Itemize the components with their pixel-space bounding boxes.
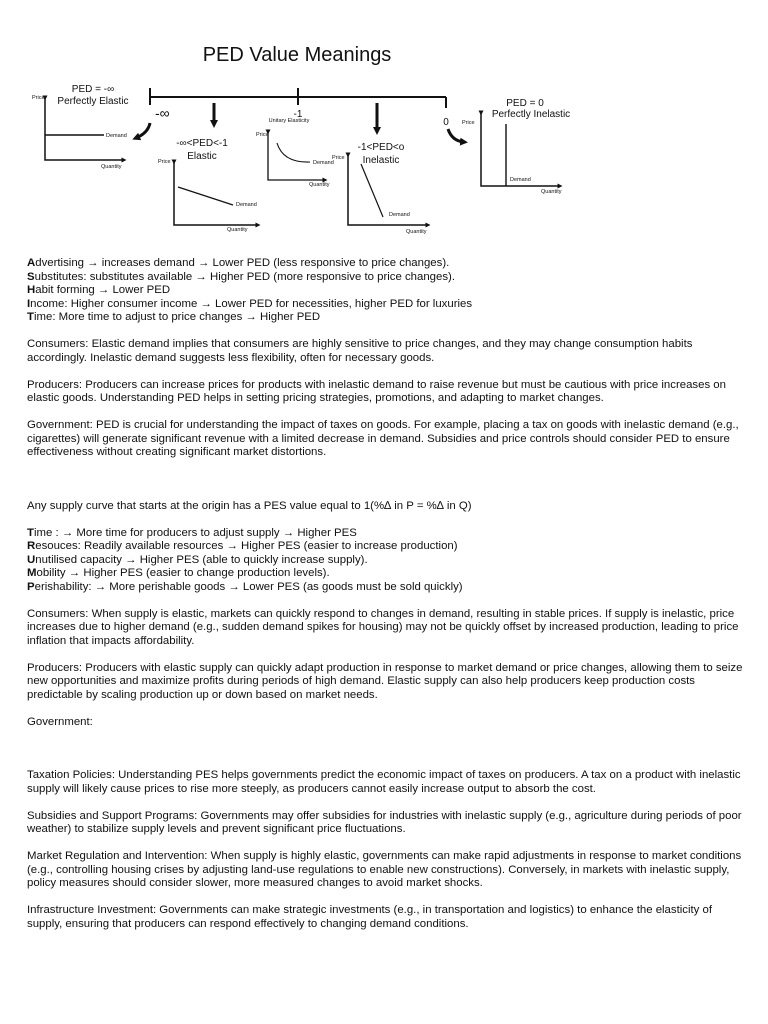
factor-text: ncome: Higher consumer income → Lower PED for necessities, higher PED for luxuries (30, 297, 473, 310)
unitary-label: Unitary Elasticity (268, 118, 310, 124)
factor-text: abit forming → Lower PED (35, 284, 171, 296)
scale-neg-inf: -∞ (155, 105, 170, 121)
inelastic-range: -1<PED<o (357, 142, 405, 153)
elastic-label: Elastic (187, 151, 217, 162)
scale-neg-one: -1 (293, 109, 303, 120)
pes-producers-paragraph: Producers: Producers with elastic supply can quickly adapt production in response to market demand or price changes, allowing them to seize new opportunities and maximize profits during periods of high demand. Elastic supply can also help producers keep production costs predictable by scaling production up or down based on market needs. (27, 661, 743, 701)
scale-zero: 0 (443, 117, 449, 128)
factor-text: nutilised capacity → Higher PES (able to quickly increase supply). (35, 553, 368, 566)
ped-factor (27, 257, 747, 271)
unitary-price: Price (256, 132, 269, 138)
pes-factor (27, 540, 747, 554)
pes-factors-list (27, 527, 747, 595)
notes-document (27, 257, 747, 931)
perfectly-elastic-demand: Demand (106, 133, 127, 139)
gov-taxation-paragraph: Taxation Policies: Understanding PES helps governments predict the economic impact of taxes on producers. A tax on a product with inelastic supply will likely cause prices to rise more steeply, as producers cannot easily increase output to absorb the cost. (27, 769, 741, 795)
inelastic-graph (332, 142, 428, 235)
factor-initial: A (27, 257, 36, 269)
arrow-to-perfectly-elastic (136, 123, 150, 138)
factor-text: obility → Higher PES (easier to change production levels). (36, 567, 330, 579)
perfectly-elastic-graph (32, 84, 129, 170)
perfectly-inelastic-graph (462, 98, 570, 195)
ped-factor (27, 284, 747, 298)
pes-factor (27, 527, 747, 541)
inelastic-label: Inelastic (362, 155, 400, 166)
pes-intro: Any supply curve that starts at the origin has a PES value equal to 1(%∆ in P = %∆ in Q) (27, 499, 472, 512)
factor-initial: U (27, 553, 36, 566)
elastic-quantity: Quantity (227, 227, 248, 233)
gov-subsidies-paragraph: Subsidies and Support Programs: Governments may offer subsidies for industries with inelastic supply (e.g., agriculture during periods of poor weather) to stabilize supply levels and prevent significant price fluctuations. (27, 809, 742, 835)
factor-initial: T (27, 311, 34, 323)
elastic-range: -∞<PED<-1 (176, 138, 228, 149)
factor-initial: S (27, 270, 35, 283)
pes-consumers-paragraph: Consumers: When supply is elastic, markets can quickly respond to changes in demand, resulting in stable prices. If supply is inelastic, price increases due to higher demand (e.g., sudden demand spikes for housing) may not be quickly offset by increased production, leading to price inflation that impacts affordability. (27, 607, 739, 647)
ped-factors-list (27, 257, 747, 325)
ped-diagram (0, 0, 768, 245)
gov-regulation-paragraph: Market Regulation and Intervention: When supply is highly elastic, governments can make rapid adjustments in response to market conditions (e.g., controlling housing crises by adjusting land-use regulations to enable new constructions). Conversely, in markets with inelastic supply, policy measures should consider slower, more measured changes to avoid market shocks. (27, 850, 742, 889)
pes-government-heading: Government: (27, 715, 93, 728)
unitary-demand: Demand (313, 160, 334, 166)
factor-initial: M (27, 567, 37, 579)
pes-factor (27, 554, 747, 568)
factor-text: ime : → More time for producers to adjust supply → Higher PES (33, 526, 357, 539)
factor-initial: H (27, 284, 36, 296)
perfectly-inelastic-label: Perfectly Inelastic (491, 109, 571, 120)
ped-factor (27, 298, 747, 312)
arrow-to-perfectly-inelastic (448, 129, 464, 142)
factor-text: dvertising → increases demand → Lower PED (less responsive to price changes). (35, 257, 450, 269)
ped-factor (27, 271, 747, 285)
factor-text: erishability: → More perishable goods → Lower PES (as goods must be sold quickly) (34, 580, 463, 593)
ped-producers-paragraph: Producers: Producers can increase prices for products with inelastic demand to raise revenue but must be cautious with price increases on elastic goods. Understanding PED helps in setting pricing strategies, promotions, and adapting to market changes. (27, 378, 726, 404)
perfectly-elastic-value: PED = -∞ (71, 84, 115, 95)
ped-government-paragraph: Government: PED is crucial for understanding the impact of taxes on goods. For example, placing a tax on goods with inelastic demand (e.g., cigarettes) will generate significant revenue with a limited decrease in demand. Subsidies and price controls should consider PED to ensure effectiveness without creating significant market distortions. (27, 419, 739, 458)
unitary-quantity: Quantity (309, 182, 330, 188)
perfectly-elastic-quantity: Quantity (101, 164, 122, 170)
inelastic-demand: Demand (389, 212, 410, 218)
perfectly-elastic-label: Perfectly Elastic (57, 96, 129, 107)
perfectly-inelastic-value: PED = 0 (506, 98, 544, 109)
factor-initial: I (27, 297, 31, 310)
perfectly-inelastic-price: Price (462, 120, 475, 126)
unitary-graph (256, 118, 334, 188)
factor-initial: T (27, 526, 34, 539)
gov-infrastructure-paragraph: Infrastructure Investment: Governments can make strategic investments (e.g., in transportation and logistics) to enhance the elasticity of supply, ensuring that producers can respond effectively to changing demand conditions. (27, 904, 713, 930)
elastic-demand: Demand (236, 202, 257, 208)
pes-factor (27, 567, 747, 581)
elastic-graph (158, 138, 258, 233)
factor-initial: P (27, 580, 35, 593)
inelastic-quantity: Quantity (406, 229, 427, 235)
perfectly-elastic-price: Price (32, 95, 45, 101)
diagram-title: PED Value Meanings (202, 44, 392, 66)
ped-scale (150, 88, 446, 108)
elastic-price: Price (158, 159, 171, 165)
factor-text: esouces: Readily available resources → Higher PES (easier to increase production) (35, 540, 458, 552)
factor-text: ime: More time to adjust to price changes → Higher PED (33, 311, 321, 323)
ped-factor (27, 311, 747, 325)
pes-factor (27, 581, 747, 595)
perfectly-inelastic-quantity: Quantity (541, 189, 562, 195)
factor-initial: R (27, 540, 36, 552)
factor-text: ubstitutes: substitutes available → Higher PED (more responsive to price changes). (34, 270, 455, 283)
perfectly-inelastic-demand: Demand (510, 177, 531, 183)
inelastic-price: Price (332, 155, 345, 161)
ped-consumers-paragraph: Consumers: Elastic demand implies that consumers are highly sensitive to price changes, and they may change consumption habits accordingly. Inelastic demand suggests less flexibility, often for necessary goods. (27, 338, 693, 364)
